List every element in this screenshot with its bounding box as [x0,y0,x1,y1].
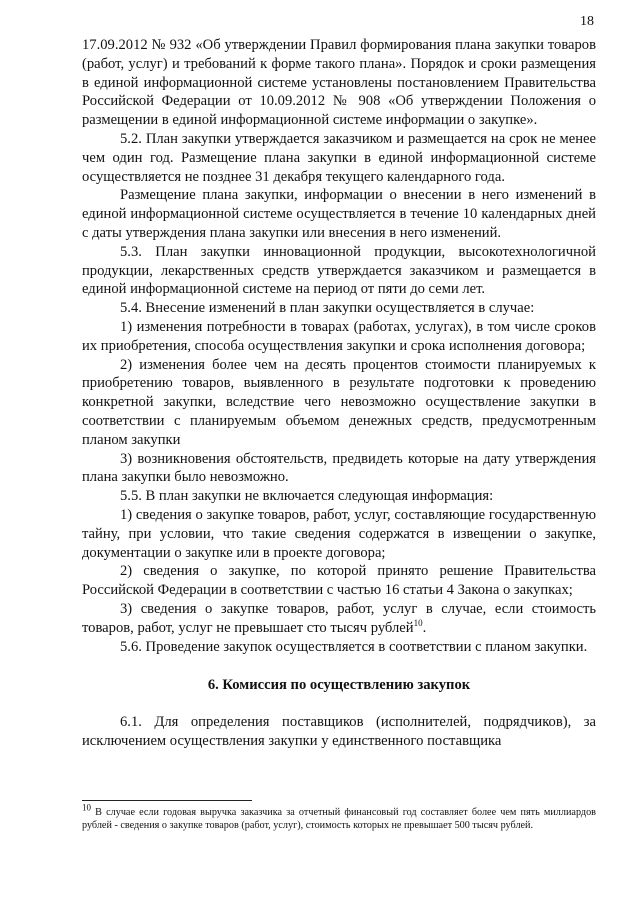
paragraph-5-2: 5.2. План закупки утверждается заказчиком и размещается на срок не менее чем один год. Размещение плана закупки в единой информационной системе осуществляется не позднее 31 декабря текущего календарного года. [82,130,596,185]
list-item-5-5-1: 1) сведения о закупке товаров, работ, услуг, составляющие государственную тайну, при условии, что такие сведения содержатся в извещении о закупке, документации о закупке или в проекте договора; [82,506,596,561]
footnote-text: В случае если годовая выручка заказчика за отчетный финансовый год составляет более чем пять миллиардов рублей - сведения о закупке товаров (работ, услуг), стоимость которых не превышает 500 тысяч рублей. [82,807,596,832]
section-heading: 6. Комиссия по осуществлению закупок [207,677,471,694]
page-number: 18 [580,14,594,29]
paragraph-intro: 17.09.2012 № 932 «Об утверждении Правил формирования плана закупки товаров (работ, услуг) и требований к форме такого плана». Порядок и сроки размещения в единой информационной системе установлены постановлением Правительства Российской Федерации от 10.09.2012 № 908 «Об утверждении Положения о размещении в единой информационной системе информации о закупке». [82,37,596,129]
footnote [82,802,596,833]
paragraph-5-4: 5.4. Внесение изменений в план закупки осуществляется в случае: [120,300,535,317]
document-body [82,36,596,751]
footnote-mark: 10 [82,802,91,813]
footnote-reference[interactable]: 10 [413,617,423,628]
footnote-divider [82,800,252,801]
list-item-5-5-2: 2) сведения о закупке, по которой принято решение Правительства Российской Федерации в соответствии с частью 16 статьи 4 Закона о закупках; [82,563,596,599]
paragraph-6-1: 6.1. Для определения поставщиков (исполнителей, подрядчиков), за исключением осуществления закупки у единственного поставщика [82,714,596,749]
list-item-5-5-3 [82,600,596,638]
paragraph-placement: Размещение плана закупки, информации о внесении в него изменений в единой информационной системе осуществляется в течение 10 календарных дней с даты утверждения плана закупки или внесения в него изменений. [82,187,596,241]
list-item-5-4-1: 1) изменения потребности в товарах (работах, услугах), в том числе сроков их приобретения, способа осуществления закупки и срока исполнения договора; [82,318,596,354]
paragraph-5-5: 5.5. В план закупки не включается следующая информация: [120,488,494,505]
list-item-5-5-3-end: . [422,619,427,636]
list-item-5-4-2: 2) изменения более чем на десять процентов стоимости планируемых к приобретению товаров, выявленного в результате подготовки к проведению конкретной закупки, вследствие чего невозможно осуществление закупки в соответствии с планируемым объемом денежных средств, предусмотренным планом закупки [82,356,596,448]
list-item-5-5-3-text: 3) сведения о закупке товаров, работ, услуг в случае, если стоимость товаров, работ, услуг не превышает сто тысяч рублей [82,600,596,636]
paragraph-5-6: 5.6. Проведение закупок осуществляется в соответствии с планом закупки. [120,638,588,655]
list-item-5-4-3: 3) возникновения обстоятельств, предвидеть которые на дату утверждения плана закупки было невозможно. [82,450,596,486]
paragraph-5-3: 5.3. План закупки инновационной продукции, высокотехнологичной продукции, лекарственных средств утверждается заказчиком и размещается в единой информационной системе на период от пяти до семи лет. [82,243,596,298]
